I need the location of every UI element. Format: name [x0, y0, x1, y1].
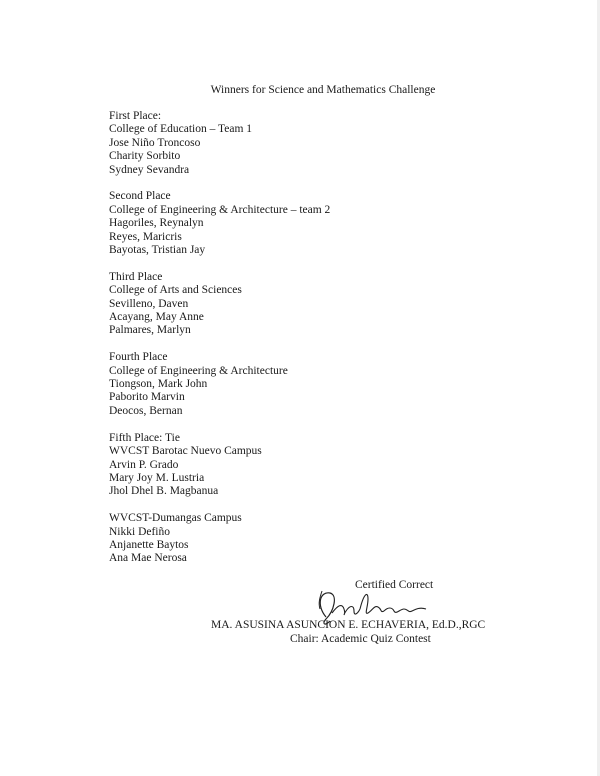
signer-name: MA. ASUSINA ASUNCION E. ECHAVERIA, Ed.D.,RGC [211, 619, 486, 631]
group-line: College of Engineering & Architecture [109, 364, 288, 377]
group-line: College of Education – Team 1 [109, 123, 253, 136]
group-line: WVCST Barotac Nuevo Campus [109, 445, 262, 458]
group-first-place [109, 110, 330, 177]
group-heading: Fifth Place: Tie [109, 431, 180, 444]
document-title: Winners for Science and Mathematics Challenge [210, 84, 436, 96]
group-line: Palmares, Marlyn [109, 324, 191, 337]
group-fifth-place [109, 432, 330, 499]
group-line: College of Engineering & Architecture – team 2 [109, 203, 331, 216]
group-line: Jhol Dhel B. Magbanua [109, 485, 219, 498]
group-line: Charity Sorbito [109, 150, 181, 163]
group-line: Deocos, Bernan [109, 404, 183, 417]
group-line: Jose Niño Troncoso [109, 136, 201, 149]
group-heading: Fourth Place [109, 351, 168, 364]
group-heading: First Place: [109, 110, 162, 122]
group-fifth-place-tie [109, 512, 330, 566]
group-line: Acayang, May Anne [109, 311, 204, 324]
group-line: Nikki Defiño [109, 525, 171, 538]
group-second-place [109, 190, 330, 257]
winners-list [109, 110, 330, 579]
group-line: Mary Joy M. Lustria [109, 471, 205, 484]
group-line: Ana Mae Nerosa [109, 552, 187, 565]
group-line: College of Arts and Sciences [109, 284, 242, 297]
group-line: Reyes, Maricris [109, 230, 182, 243]
group-line: Arvin P. Grado [109, 458, 179, 471]
certified-correct-label: Certified Correct [355, 579, 434, 591]
signer-title: Chair: Academic Quiz Contest [290, 633, 431, 645]
group-line: Sevilleno, Daven [109, 297, 189, 310]
group-heading: Second Place [109, 190, 171, 203]
group-line: Sydney Sevandra [109, 163, 190, 176]
group-line: Bayotas, Tristian Jay [109, 244, 206, 257]
group-line: Tiongson, Mark John [109, 378, 208, 391]
group-fourth-place [109, 351, 330, 418]
group-line: Paborito Marvin [109, 391, 185, 404]
group-line: Hagoriles, Reynalyn [109, 217, 204, 230]
group-heading: Third Place [109, 270, 163, 283]
group-line: Anjanette Baytos [109, 538, 189, 551]
group-third-place [109, 271, 330, 338]
group-heading: WVCST-Dumangas Campus [109, 512, 242, 525]
